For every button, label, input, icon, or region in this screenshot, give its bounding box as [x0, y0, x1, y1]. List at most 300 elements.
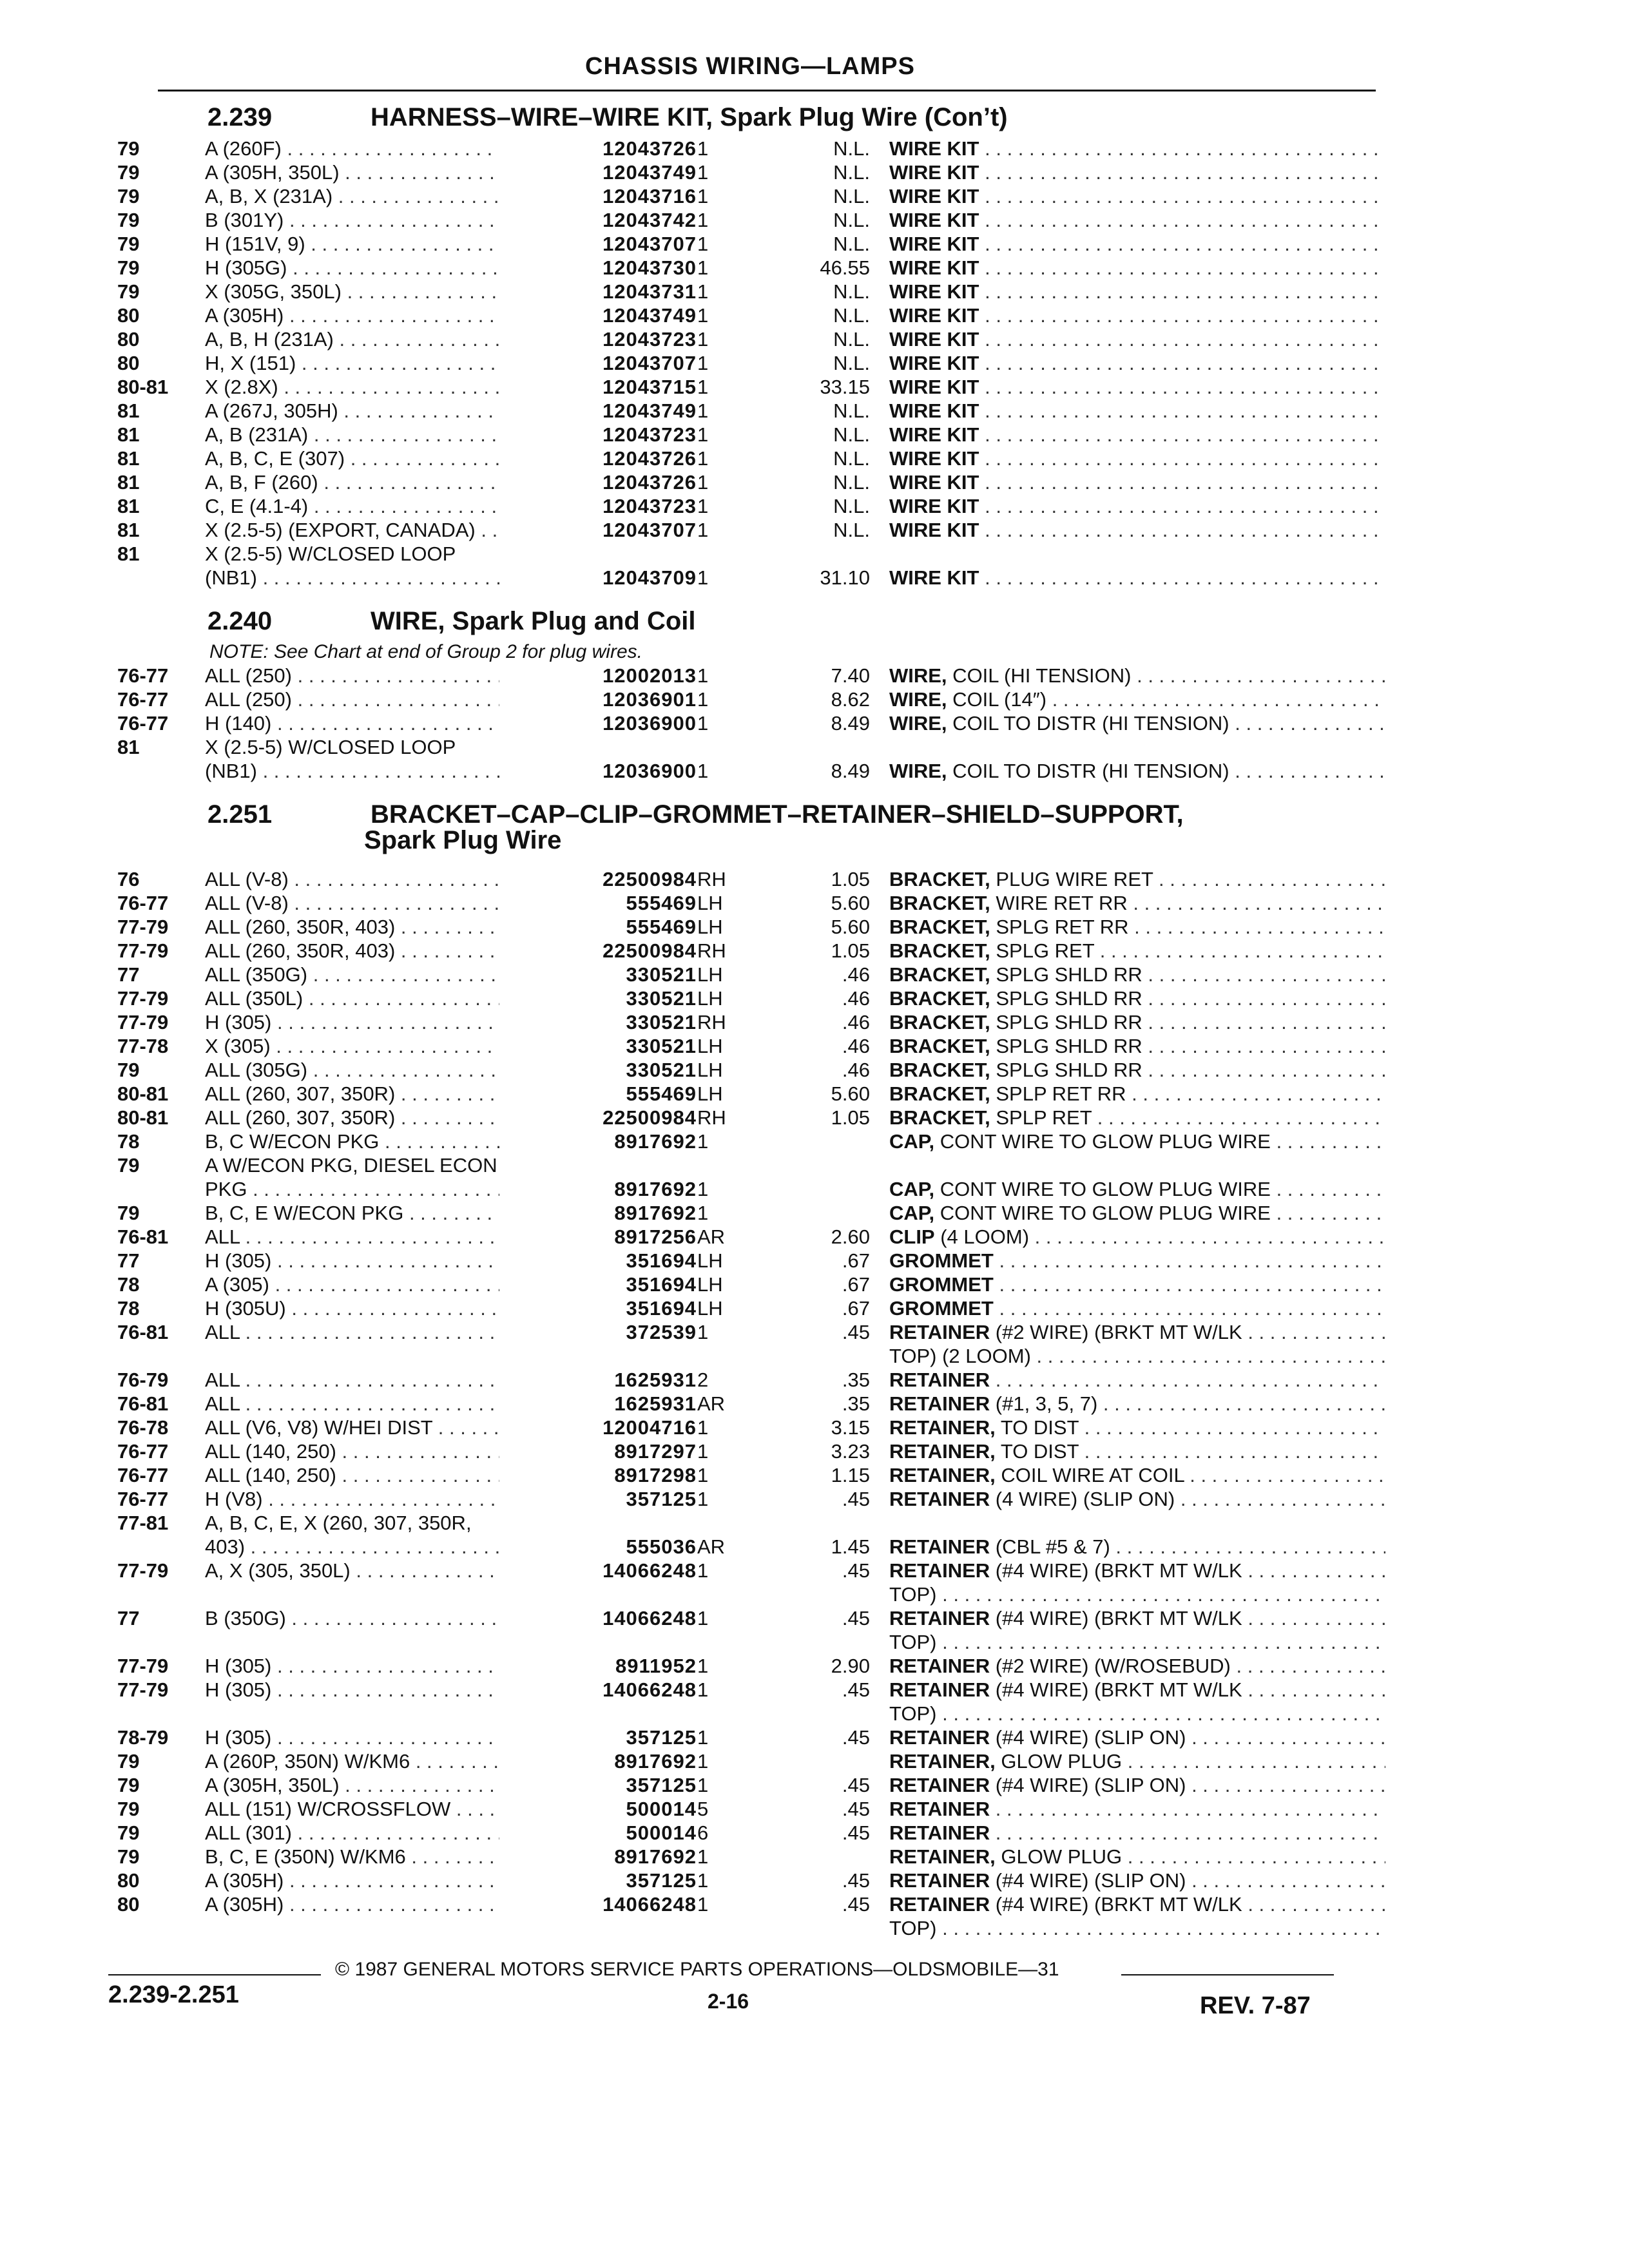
parts-list	[0, 664, 1418, 783]
table-row	[0, 1010, 1418, 1034]
year-cell: 76-77	[117, 1464, 169, 1486]
description-main: WIRE KIT	[889, 471, 979, 494]
table-row	[0, 1511, 1418, 1535]
description-main: BRACKET,	[889, 892, 990, 914]
description-main: WIRE KIT	[889, 161, 979, 184]
price-cell: N.L.	[833, 328, 870, 351]
quantity-cell: 1	[697, 471, 709, 494]
price-cell: .67	[842, 1297, 870, 1320]
table-row	[0, 232, 1418, 256]
description-main: BRACKET,	[889, 916, 990, 938]
description-cell	[889, 1725, 1385, 1749]
table-row	[0, 1678, 1418, 1702]
year-cell: 77-79	[117, 987, 169, 1010]
description-cell	[889, 1916, 1385, 1940]
year-cell: 77-79	[117, 1011, 169, 1033]
description-main: WIRE KIT	[889, 495, 979, 517]
part-number-cell: 12036900	[499, 759, 697, 783]
model-cell: X (305G, 350L) . . .	[205, 280, 566, 303]
part-number-cell: 12036901	[499, 687, 697, 711]
year-cell: 77	[117, 963, 140, 986]
part-number-cell: 8917692	[499, 1749, 697, 1773]
description-detail: SPLP RET RR	[990, 1082, 1126, 1105]
footer-page-number: 2-16	[708, 1990, 749, 2013]
price-cell: 31.10	[820, 566, 870, 589]
part-number-cell: 12043726	[499, 447, 697, 470]
part-number-cell: 12043742	[499, 208, 697, 232]
table-row	[0, 351, 1418, 375]
description-main: RETAINER	[889, 1774, 990, 1796]
model-cell: ALL (V-8) . . .	[205, 891, 566, 915]
section-2-240	[0, 607, 1418, 783]
table-row	[0, 1773, 1418, 1797]
table-row	[0, 759, 1418, 783]
quantity-cell: 1	[697, 495, 709, 517]
description-detail: (#4 WIRE) (BRKT MT W/LK	[990, 1678, 1242, 1701]
description-cell	[889, 1058, 1385, 1082]
quantity-cell: 1	[697, 1774, 709, 1796]
description-cell	[889, 1535, 1385, 1559]
description-cell	[889, 1654, 1385, 1678]
table-row	[0, 1201, 1418, 1225]
model-cell: A (260F) . . .	[205, 137, 566, 160]
table-row	[0, 939, 1418, 963]
description-main: RETAINER	[889, 1869, 990, 1892]
description-main: CAP,	[889, 1130, 935, 1153]
quantity-cell: 1	[697, 1178, 709, 1200]
year-cell: 79	[117, 1798, 140, 1820]
model-cell: H (305) . . .	[205, 1654, 566, 1678]
part-number-cell: 12043716	[499, 184, 697, 208]
quantity-cell: LH	[697, 1082, 723, 1105]
quantity-cell: 1	[697, 712, 709, 735]
description-cell	[889, 1249, 1385, 1273]
description-detail: SPLG RET RR	[990, 916, 1129, 938]
table-row	[0, 867, 1418, 891]
year-cell: 80-81	[117, 1082, 169, 1105]
model-cell: A, B, C, E, X (260, 307, 350R,	[205, 1512, 472, 1534]
year-cell: 79	[117, 1202, 140, 1224]
description-cell	[889, 1201, 1385, 1225]
description-main: BRACKET,	[889, 1035, 990, 1057]
price-cell: N.L.	[833, 209, 870, 231]
table-row	[0, 1845, 1418, 1869]
part-number-cell: 8917692	[499, 1177, 697, 1201]
price-cell: 7.40	[831, 664, 870, 687]
description-main: WIRE KIT	[889, 376, 979, 398]
description-main: RETAINER,	[889, 1416, 996, 1439]
part-number-cell: 12002013	[499, 664, 697, 687]
description-cell	[889, 1463, 1385, 1487]
quantity-cell: LH	[697, 1059, 723, 1081]
description-detail: SPLG SHLD RR	[990, 963, 1142, 986]
description-main: RETAINER	[889, 1535, 990, 1558]
section-number: 2.251	[207, 800, 273, 829]
description-detail: SPLG RET	[990, 939, 1095, 962]
description-detail: (CBL #5 & 7)	[990, 1535, 1110, 1558]
description-cell	[889, 351, 1385, 375]
table-row	[0, 1630, 1418, 1654]
model-cell: 403) . . .	[205, 1535, 566, 1559]
year-cell: 79	[117, 280, 140, 303]
description-cell	[889, 664, 1385, 687]
price-cell: .35	[842, 1392, 870, 1415]
table-row	[0, 566, 1418, 590]
part-number-cell: 12043723	[499, 327, 697, 351]
table-row	[0, 518, 1418, 542]
footer-rule-left	[108, 1974, 321, 1975]
table-row	[0, 1702, 1418, 1725]
quantity-cell: 1	[697, 1750, 709, 1773]
table-row	[0, 1153, 1418, 1177]
year-cell: 77-79	[117, 1678, 169, 1701]
model-cell: A, X (305, 350L) . . .	[205, 1559, 566, 1582]
year-cell: 77-79	[117, 1655, 169, 1677]
table-row	[0, 494, 1418, 518]
quantity-cell: 2	[697, 1369, 709, 1391]
description-cell	[889, 256, 1385, 280]
section-number: 2.239	[207, 103, 273, 131]
year-cell: 79	[117, 161, 140, 184]
description-cell	[889, 1773, 1385, 1797]
part-number-cell: 12043749	[499, 160, 697, 184]
description-cell	[889, 1892, 1385, 1916]
quantity-cell: RH	[697, 1106, 726, 1129]
model-cell: H (305G) . . .	[205, 256, 566, 280]
part-number-cell: 8917692	[499, 1129, 697, 1153]
description-cell	[889, 1129, 1385, 1153]
year-cell: 78-79	[117, 1726, 169, 1749]
description-detail: COIL (HI TENSION)	[947, 664, 1132, 687]
price-cell: N.L.	[833, 399, 870, 422]
year-cell: 79	[117, 1059, 140, 1081]
year-cell: 77	[117, 1607, 140, 1629]
quantity-cell: LH	[697, 963, 723, 986]
description-cell	[889, 137, 1385, 160]
footer-copyright: © 1987 GENERAL MOTORS SERVICE PARTS OPERATIONS—OLDSMOBILE—31	[335, 1959, 1059, 1980]
section-note: NOTE: See Chart at end of Group 2 for plug wires.	[209, 641, 642, 662]
price-cell: 33.15	[820, 376, 870, 398]
quantity-cell: 5	[697, 1798, 709, 1820]
quantity-cell: 1	[697, 185, 709, 207]
part-number-cell: 8917297	[499, 1439, 697, 1463]
parts-list	[0, 137, 1418, 590]
price-cell: .46	[842, 963, 870, 986]
table-row	[0, 1749, 1418, 1773]
part-number-cell: 22500984	[499, 867, 697, 891]
quantity-cell: LH	[697, 892, 723, 914]
year-cell: 79	[117, 185, 140, 207]
description-cell	[889, 518, 1385, 542]
description-main: WIRE KIT	[889, 399, 979, 422]
part-number-cell: 14066248	[499, 1892, 697, 1916]
section-heading	[0, 607, 1418, 640]
quantity-cell: 1	[697, 161, 709, 184]
year-cell: 77-79	[117, 1559, 169, 1582]
price-cell: .45	[842, 1774, 870, 1796]
model-cell: B, C W/ECON PKG . . .	[205, 1129, 566, 1153]
description-main: WIRE KIT	[889, 566, 979, 589]
table-row	[0, 1320, 1418, 1344]
description-cell	[889, 1559, 1385, 1582]
price-cell: N.L.	[833, 495, 870, 517]
table-row	[0, 1273, 1418, 1296]
model-cell: B, C, E W/ECON PKG . . .	[205, 1201, 566, 1225]
table-row	[0, 399, 1418, 423]
description-main: CAP,	[889, 1202, 935, 1224]
year-cell: 80-81	[117, 376, 169, 398]
description-main: WIRE KIT	[889, 209, 979, 231]
quantity-cell: 1	[697, 376, 709, 398]
year-cell: 79	[117, 1774, 140, 1796]
price-cell: 46.55	[820, 256, 870, 279]
year-cell: 81	[117, 519, 140, 541]
description-main: RETAINER	[889, 1798, 990, 1820]
part-number-cell: 12043730	[499, 256, 697, 280]
year-cell: 81	[117, 543, 140, 565]
quantity-cell: 1	[697, 1440, 709, 1463]
description-detail: SPLP RET	[990, 1106, 1092, 1129]
description-detail: (#4 WIRE) (SLIP ON)	[990, 1869, 1186, 1892]
model-cell: H (V8) . . .	[205, 1487, 566, 1511]
description-main: BRACKET,	[889, 963, 990, 986]
description-main: RETAINER	[889, 1726, 990, 1749]
model-cell: X (2.8X) . . .	[205, 375, 566, 399]
description-main: CLIP	[889, 1225, 935, 1248]
description-main: WIRE KIT	[889, 519, 979, 541]
model-cell: A (305H, 350L) . . .	[205, 160, 566, 184]
quantity-cell: AR	[697, 1225, 726, 1248]
part-number-cell: 14066248	[499, 1606, 697, 1630]
price-cell: N.L.	[833, 137, 870, 160]
year-cell: 80	[117, 1869, 140, 1892]
description-cell	[889, 1582, 1385, 1606]
year-cell: 78	[117, 1273, 140, 1296]
model-cell: ALL (260, 350R, 403) . . .	[205, 939, 566, 963]
model-cell: X (2.5-5) W/CLOSED LOOP	[205, 543, 456, 565]
table-row	[0, 1559, 1418, 1582]
quantity-cell: 1	[697, 1607, 709, 1629]
quantity-cell: 1	[697, 233, 709, 255]
price-cell: 1.45	[831, 1535, 870, 1558]
model-cell: ALL (260, 307, 350R) . . .	[205, 1106, 566, 1129]
description-cell	[889, 160, 1385, 184]
price-cell: .45	[842, 1321, 870, 1343]
year-cell: 76-81	[117, 1321, 169, 1343]
table-row	[0, 1249, 1418, 1273]
footer-revision: REV. 7-87	[1200, 1992, 1311, 2019]
model-cell: (NB1) . . .	[205, 566, 566, 590]
description-cell	[889, 208, 1385, 232]
year-cell: 76-77	[117, 892, 169, 914]
description-detail: (#4 WIRE) (BRKT MT W/LK	[990, 1893, 1242, 1916]
model-cell: ALL (260, 350R, 403) . . .	[205, 915, 566, 939]
part-number-cell: 22500984	[499, 939, 697, 963]
year-cell: 79	[117, 233, 140, 255]
section-number: 2.240	[207, 607, 273, 635]
description-cell	[889, 963, 1385, 986]
model-cell: ALL . . .	[205, 1368, 566, 1392]
price-cell: 3.15	[831, 1416, 870, 1439]
description-main: RETAINER,	[889, 1440, 996, 1463]
table-row	[0, 963, 1418, 986]
model-cell: H, X (151) . . .	[205, 351, 566, 375]
price-cell: 5.60	[831, 1082, 870, 1105]
description-detail: COIL WIRE AT COIL	[995, 1464, 1184, 1486]
quantity-cell: LH	[697, 1035, 723, 1057]
quantity-cell: 1	[697, 688, 709, 711]
quantity-cell: 1	[697, 519, 709, 541]
part-number-cell: 357125	[499, 1725, 697, 1749]
model-cell: A, B, F (260) . . .	[205, 470, 566, 494]
model-cell: A W/ECON PKG, DIESEL ECON	[205, 1154, 497, 1177]
price-cell: .45	[842, 1821, 870, 1844]
quantity-cell: LH	[697, 1249, 723, 1272]
part-number-cell: 12043749	[499, 399, 697, 423]
year-cell: 76-78	[117, 1416, 169, 1439]
table-row	[0, 303, 1418, 327]
section-title: HARNESS–WIRE–WIRE KIT, Spark Plug Wire (Con’t)	[371, 103, 1008, 131]
year-cell: 76-77	[117, 1488, 169, 1510]
price-cell: N.L.	[833, 161, 870, 184]
part-number-cell: 330521	[499, 1034, 697, 1058]
description-detail: SPLG SHLD RR	[990, 1011, 1142, 1033]
table-row	[0, 470, 1418, 494]
model-cell: B (301Y) . . .	[205, 208, 566, 232]
part-number-cell: 1625931	[499, 1392, 697, 1416]
description-cell	[889, 1344, 1385, 1368]
model-cell: ALL (V6, V8) W/HEI DIST . . .	[205, 1416, 566, 1439]
part-number-cell: 12043707	[499, 351, 697, 375]
price-cell: .46	[842, 1059, 870, 1081]
part-number-cell: 12043707	[499, 518, 697, 542]
year-cell: 76-81	[117, 1392, 169, 1415]
model-cell: A, B, X (231A) . . .	[205, 184, 566, 208]
description-main: BRACKET,	[889, 1059, 990, 1081]
price-cell: 1.15	[831, 1464, 870, 1486]
part-number-cell: 12043715	[499, 375, 697, 399]
description-cell	[889, 1034, 1385, 1058]
table-row	[0, 687, 1418, 711]
price-cell: .45	[842, 1726, 870, 1749]
quantity-cell: 1	[697, 328, 709, 351]
model-cell: ALL (140, 250) . . .	[205, 1439, 566, 1463]
price-cell: .45	[842, 1798, 870, 1820]
description-cell	[889, 470, 1385, 494]
quantity-cell: 1	[697, 256, 709, 279]
description-cell	[889, 759, 1385, 783]
description-detail: (#4 WIRE) (SLIP ON)	[990, 1726, 1186, 1749]
table-row	[0, 1177, 1418, 1201]
description-main: RETAINER	[889, 1321, 990, 1343]
part-number-cell: 12043723	[499, 494, 697, 518]
table-row	[0, 542, 1418, 566]
section-2-239	[0, 103, 1418, 590]
model-cell: ALL (301) . . .	[205, 1821, 566, 1845]
model-cell: X (305) . . .	[205, 1034, 566, 1058]
table-row	[0, 1368, 1418, 1392]
part-number-cell: 14066248	[499, 1678, 697, 1702]
price-cell: .45	[842, 1488, 870, 1510]
parts-list	[0, 867, 1418, 1940]
description-cell	[889, 184, 1385, 208]
description-main: RETAINER,	[889, 1750, 996, 1773]
section-title: WIRE, Spark Plug and Coil	[371, 607, 696, 635]
description-main: WIRE KIT	[889, 304, 979, 327]
part-number-cell: 357125	[499, 1869, 697, 1892]
model-cell: A (267J, 305H) . . .	[205, 399, 566, 423]
price-cell: N.L.	[833, 352, 870, 374]
model-cell: ALL (151) W/CROSSFLOW . . .	[205, 1797, 566, 1821]
description-main: WIRE KIT	[889, 352, 979, 374]
price-cell: N.L.	[833, 233, 870, 255]
year-cell: 79	[117, 256, 140, 279]
year-cell: 80-81	[117, 1106, 169, 1129]
table-row	[0, 1487, 1418, 1511]
table-row	[0, 1439, 1418, 1463]
year-cell: 76-77	[117, 1440, 169, 1463]
description-detail: CONT WIRE TO GLOW PLUG WIRE	[934, 1178, 1271, 1200]
part-number-cell: 351694	[499, 1296, 697, 1320]
footer-section-range: 2.239-2.251	[108, 1981, 239, 2008]
description-main: RETAINER	[889, 1678, 990, 1701]
table-row	[0, 1416, 1418, 1439]
year-cell: 80	[117, 1893, 140, 1916]
price-cell: N.L.	[833, 471, 870, 494]
description-detail: COIL (14″)	[947, 688, 1047, 711]
part-number-cell: 330521	[499, 1058, 697, 1082]
description-cell	[889, 915, 1385, 939]
part-number-cell: 351694	[499, 1249, 697, 1273]
year-cell: 81	[117, 736, 140, 758]
table-row	[0, 1725, 1418, 1749]
part-number-cell: 500014	[499, 1797, 697, 1821]
description-cell	[889, 232, 1385, 256]
model-cell: ALL (140, 250) . . .	[205, 1463, 566, 1487]
quantity-cell: 1	[697, 137, 709, 160]
description-cell	[889, 1368, 1385, 1392]
description-cell	[889, 1702, 1385, 1725]
description-cell	[889, 1177, 1385, 1201]
description-cell	[889, 327, 1385, 351]
description-main: RETAINER	[889, 1607, 990, 1629]
price-cell: 1.05	[831, 868, 870, 890]
description-detail: TOP)	[889, 1917, 937, 1939]
part-number-cell: 357125	[499, 1487, 697, 1511]
description-cell	[889, 494, 1385, 518]
description-main: WIRE KIT	[889, 256, 979, 279]
description-detail: TOP)	[889, 1631, 937, 1653]
price-cell: 1.05	[831, 939, 870, 962]
part-number-cell: 372539	[499, 1320, 697, 1344]
part-number-cell: 12036900	[499, 711, 697, 735]
description-cell	[889, 1630, 1385, 1654]
description-main: WIRE,	[889, 688, 947, 711]
description-cell	[889, 1797, 1385, 1821]
section-2-251	[0, 800, 1418, 1940]
model-cell: A, B, H (231A) . . .	[205, 327, 566, 351]
table-row	[0, 1225, 1418, 1249]
model-cell: ALL (350G) . . .	[205, 963, 566, 986]
year-cell: 76-79	[117, 1369, 169, 1391]
description-main: BRACKET,	[889, 1011, 990, 1033]
description-detail: GLOW PLUG	[995, 1750, 1123, 1773]
table-row	[0, 137, 1418, 160]
quantity-cell: LH	[697, 987, 723, 1010]
table-row	[0, 1582, 1418, 1606]
quantity-cell: RH	[697, 939, 726, 962]
table-row	[0, 891, 1418, 915]
